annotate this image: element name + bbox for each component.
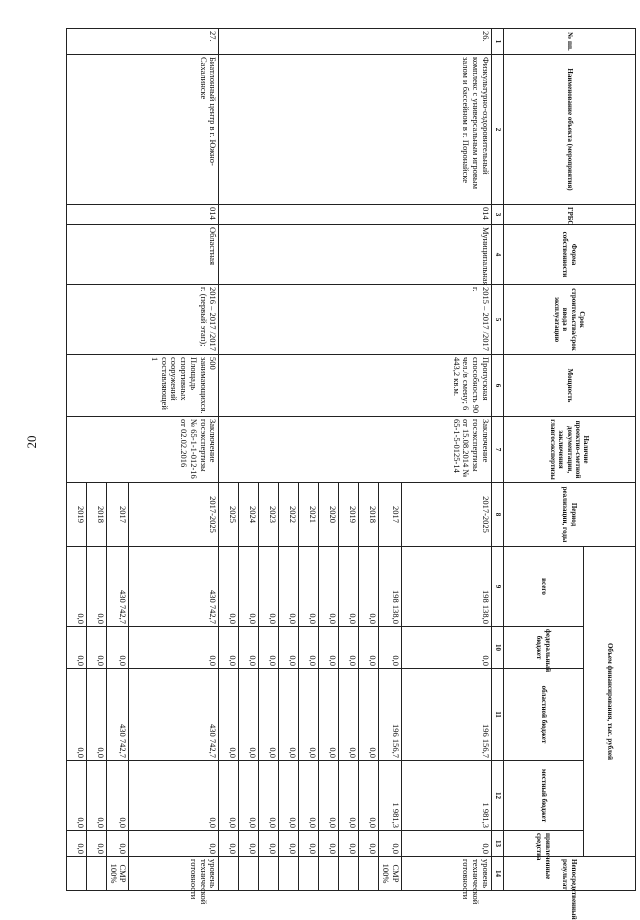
year-other: 0,0 xyxy=(106,831,129,857)
total-other: 0,0 xyxy=(129,831,219,857)
year-local: 0,0 xyxy=(279,761,299,831)
year-local: 0,0 xyxy=(319,761,339,831)
year-other: 0,0 xyxy=(239,831,259,857)
object-number: 27. xyxy=(66,29,219,55)
object-term: 2016 – 2017 /2017 г. (первый этап); xyxy=(66,285,219,355)
column-number: 6 xyxy=(492,355,504,417)
year-period: 2023 xyxy=(259,483,279,547)
year-regional: 0,0 xyxy=(339,669,359,761)
year-period: 2022 xyxy=(279,483,299,547)
year-local: 0,0 xyxy=(106,761,129,831)
year-period: 2018 xyxy=(86,483,106,547)
year-federal: 0,0 xyxy=(259,627,279,669)
year-other: 0,0 xyxy=(299,831,319,857)
column-number: 3 xyxy=(492,205,504,225)
column-number: 4 xyxy=(492,225,504,285)
year-federal: 0,0 xyxy=(66,627,86,669)
total-regional: 430 742,7 xyxy=(129,669,219,761)
total-federal: 0,0 xyxy=(129,627,219,669)
year-total: 198 138,0 xyxy=(379,547,402,627)
header-period: Период реализации, годы xyxy=(504,483,636,547)
total-result: уровень технической готовности xyxy=(129,857,219,891)
year-result xyxy=(219,857,239,891)
column-number: 11 xyxy=(492,669,504,761)
year-local: 0,0 xyxy=(259,761,279,831)
year-other: 0,0 xyxy=(279,831,299,857)
year-period: 2024 xyxy=(239,483,259,547)
year-local: 0,0 xyxy=(219,761,239,831)
year-local: 0,0 xyxy=(239,761,259,831)
column-number-row xyxy=(492,29,504,891)
year-result xyxy=(359,857,379,891)
header-no: № пп. xyxy=(504,29,636,55)
year-result xyxy=(339,857,359,891)
header-capacity: Мощность xyxy=(504,355,636,417)
year-period: 2025 xyxy=(219,483,239,547)
year-period: 2019 xyxy=(339,483,359,547)
object-number: 26. xyxy=(219,29,492,55)
header-name: Наименование объекта (мероприятия) xyxy=(504,55,636,205)
year-local: 0,0 xyxy=(66,761,86,831)
year-regional: 0,0 xyxy=(299,669,319,761)
year-total: 0,0 xyxy=(299,547,319,627)
year-other: 0,0 xyxy=(66,831,86,857)
year-other: 0,0 xyxy=(219,831,239,857)
total-regional: 196 156,7 xyxy=(402,669,492,761)
column-number: 12 xyxy=(492,761,504,831)
year-total: 0,0 xyxy=(219,547,239,627)
year-total: 0,0 xyxy=(239,547,259,627)
column-number: 10 xyxy=(492,627,504,669)
year-regional: 0,0 xyxy=(219,669,239,761)
header-local: местный бюджет xyxy=(504,761,584,831)
year-result: СМР 100% xyxy=(379,857,402,891)
column-number: 13 xyxy=(492,831,504,857)
total-total: 198 138,0 xyxy=(402,547,492,627)
year-total: 0,0 xyxy=(259,547,279,627)
year-federal: 0,0 xyxy=(299,627,319,669)
year-period: 2017 xyxy=(379,483,402,547)
year-other: 0,0 xyxy=(259,831,279,857)
object-grbs: 014 xyxy=(219,205,492,225)
year-result xyxy=(86,857,106,891)
year-result xyxy=(319,857,339,891)
year-local: 1 981,3 xyxy=(379,761,402,831)
year-total: 0,0 xyxy=(86,547,106,627)
year-federal: 0,0 xyxy=(379,627,402,669)
year-result xyxy=(259,857,279,891)
year-period: 2018 xyxy=(359,483,379,547)
year-result xyxy=(239,857,259,891)
header-regional: областной бюджет xyxy=(504,669,584,761)
column-number: 9 xyxy=(492,547,504,627)
year-federal: 0,0 xyxy=(359,627,379,669)
year-total: 0,0 xyxy=(339,547,359,627)
total-total: 430 742,7 xyxy=(129,547,219,627)
year-regional: 0,0 xyxy=(86,669,106,761)
object-capacity: 500 занимающихся. Площадь спортивных сооружений составляющей 1 xyxy=(66,355,219,417)
year-regional: 0,0 xyxy=(259,669,279,761)
year-other: 0,0 xyxy=(319,831,339,857)
header-result: Непосредственный результат xyxy=(504,857,636,891)
page-number: 20 xyxy=(24,435,39,449)
total-result: уровень технической готовности xyxy=(402,857,492,891)
year-federal: 0,0 xyxy=(219,627,239,669)
total-federal: 0,0 xyxy=(402,627,492,669)
year-federal: 0,0 xyxy=(339,627,359,669)
year-local: 0,0 xyxy=(299,761,319,831)
year-total: 0,0 xyxy=(359,547,379,627)
total-period: 2017-2025 xyxy=(129,483,219,547)
year-regional: 0,0 xyxy=(359,669,379,761)
year-total: 0,0 xyxy=(279,547,299,627)
year-other: 0,0 xyxy=(359,831,379,857)
header-total: всего xyxy=(504,547,584,627)
column-number: 5 xyxy=(492,285,504,355)
total-local: 0,0 xyxy=(129,761,219,831)
year-other: 0,0 xyxy=(339,831,359,857)
column-number: 1 xyxy=(492,29,504,55)
header-financing: Объем финансирования, тыс. рублей xyxy=(584,547,636,857)
year-result xyxy=(66,857,86,891)
year-result xyxy=(279,857,299,891)
header-federal: федеральный бюджет xyxy=(504,627,584,669)
year-result xyxy=(299,857,319,891)
year-period: 2017 xyxy=(106,483,129,547)
year-federal: 0,0 xyxy=(239,627,259,669)
year-total: 430 742,7 xyxy=(106,547,129,627)
year-regional: 430 742,7 xyxy=(106,669,129,761)
year-regional: 196 156,7 xyxy=(379,669,402,761)
year-regional: 0,0 xyxy=(239,669,259,761)
total-local: 1 981,3 xyxy=(402,761,492,831)
column-number: 14 xyxy=(492,857,504,891)
year-federal: 0,0 xyxy=(106,627,129,669)
year-period: 2021 xyxy=(299,483,319,547)
header-ownership: Форма собственности xyxy=(504,225,636,285)
object-ownership: Областная xyxy=(66,225,219,285)
header-expertise: Наличие проектно-сметной документации, заключения главгосэкспертизы xyxy=(504,417,636,483)
year-period: 2020 xyxy=(319,483,339,547)
object-name: Биатлонный центр в г. Южно-Сахалинске xyxy=(66,55,219,205)
column-number: 7 xyxy=(492,417,504,483)
total-period: 2017-2025 xyxy=(402,483,492,547)
year-federal: 0,0 xyxy=(319,627,339,669)
object-name: Физкультурно-оздоровительный комплекс с универсальным игровым залом и бассейном в г. Поронайске xyxy=(219,55,492,205)
column-number: 2 xyxy=(492,55,504,205)
object-row xyxy=(402,29,492,891)
year-local: 0,0 xyxy=(359,761,379,831)
object-ownership: Муниципальная xyxy=(219,225,492,285)
header-grbs: ГРБС xyxy=(504,205,636,225)
year-federal: 0,0 xyxy=(86,627,106,669)
table-frame xyxy=(75,28,636,920)
object-capacity: Пропускная способность 90 чел./в смену; 6 443,2 кв.м. xyxy=(219,355,492,417)
year-regional: 0,0 xyxy=(66,669,86,761)
year-total: 0,0 xyxy=(319,547,339,627)
column-number: 8 xyxy=(492,483,504,547)
total-other: 0,0 xyxy=(402,831,492,857)
object-grbs: 014 xyxy=(66,205,219,225)
year-regional: 0,0 xyxy=(319,669,339,761)
year-period: 2019 xyxy=(66,483,86,547)
header-other: привлеченные средства xyxy=(504,831,584,857)
financing-table xyxy=(66,28,636,920)
object-expertise: Заключение госэкспертизы от 15.08.2014 № 65-1-5-0125-14 xyxy=(219,417,492,483)
table-wrapper xyxy=(75,28,636,920)
year-local: 0,0 xyxy=(339,761,359,831)
year-local: 0,0 xyxy=(86,761,106,831)
object-term: 2015 – 2017 /2017 г. xyxy=(219,285,492,355)
object-expertise: Заключение госэкспертизы № 65-1-1-012-16 от 02.02.2016 xyxy=(66,417,219,483)
year-result: СМР 100% xyxy=(106,857,129,891)
year-other: 0,0 xyxy=(379,831,402,857)
year-federal: 0,0 xyxy=(279,627,299,669)
header-construction-term: Срок строительства/срок ввода в эксплуатацию xyxy=(504,285,636,355)
year-other: 0,0 xyxy=(86,831,106,857)
object-row xyxy=(129,29,219,891)
year-total: 0,0 xyxy=(66,547,86,627)
year-regional: 0,0 xyxy=(279,669,299,761)
